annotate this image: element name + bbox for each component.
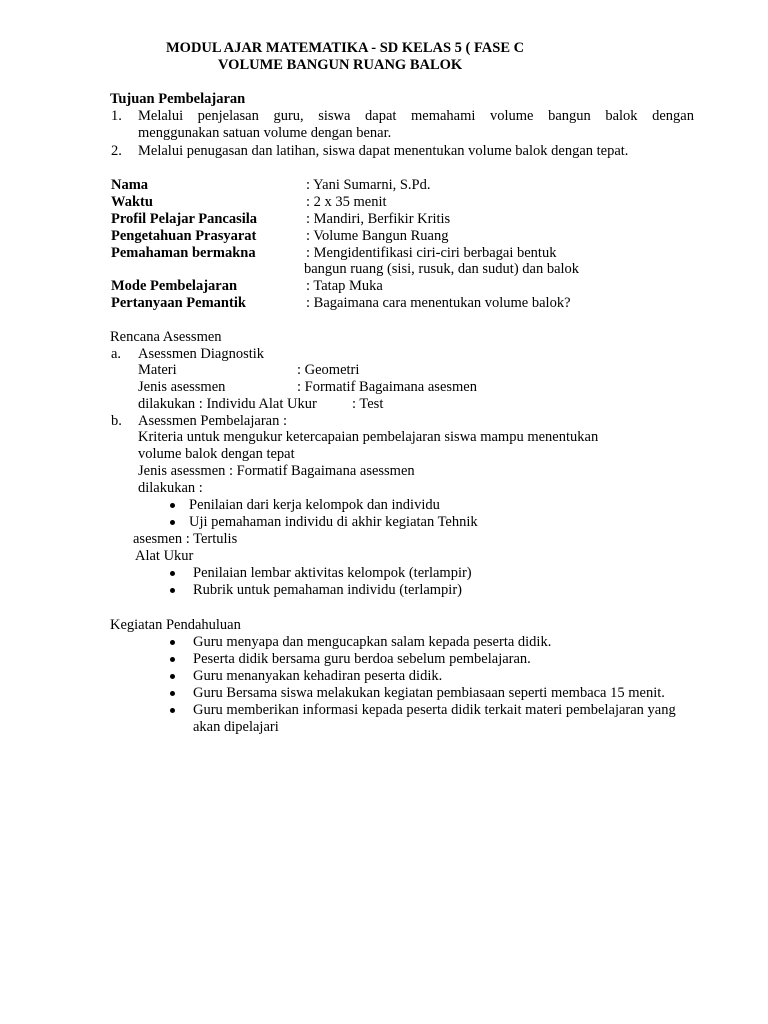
asesmen-a-jenis-label: Jenis asessmen xyxy=(138,379,226,395)
bullet-icon xyxy=(170,708,175,713)
pendahuluan-item-5: Guru memberikan informasi kepada peserta didik terkait materi pembelajaran yang xyxy=(193,702,676,718)
info-value-pemantik: : Bagaimana cara menentukan volume balok? xyxy=(306,295,571,311)
asesmen-b-bullet1-item2: Uji pemahaman individu di akhir kegiatan Tehnik xyxy=(189,514,478,530)
document-title-line2: VOLUME BANGUN RUANG BALOK xyxy=(218,57,463,73)
asesmen-b-kriteria-line1: Kriteria untuk mengukur ketercapaian pembelajaran siswa mampu menentukan xyxy=(138,429,599,445)
info-label-profil: Profil Pelajar Pancasila xyxy=(111,211,258,227)
pendahuluan-heading: Kegiatan Pendahuluan xyxy=(110,617,241,633)
asesmen-a-letter: a. xyxy=(111,346,122,362)
asesmen-b-bullet2-item2: Rubrik untuk pemahaman individu (terlampir) xyxy=(193,582,462,598)
tujuan-item-1-line1: Melalui penjelasan guru, siswa dapat memahami volume bangun balok dengan xyxy=(138,108,694,124)
asesmen-a-materi-value: : Geometri xyxy=(297,362,360,378)
asesmen-b-alat-ukur: Alat Ukur xyxy=(135,548,194,564)
bullet-icon xyxy=(170,520,175,525)
asesmen-a-jenis-value: : Formatif Bagaimana asesmen xyxy=(297,379,477,395)
tujuan-item-2-line1: Melalui penugasan dan latihan, siswa dapat menentukan volume balok dengan tepat. xyxy=(138,143,629,159)
asesmen-b-teknik: asesmen : Tertulis xyxy=(133,531,238,547)
asesmen-heading: Rencana Asessmen xyxy=(110,329,222,345)
info-label-pemahaman: Pemahaman bermakna xyxy=(111,245,256,261)
pendahuluan-item-1: Guru menyapa dan mengucapkan salam kepada peserta didik. xyxy=(193,634,552,650)
bullet-icon xyxy=(170,691,175,696)
pendahuluan-item-3: Guru menanyakan kehadiran peserta didik. xyxy=(193,668,443,684)
info-value-prasyarat: : Volume Bangun Ruang xyxy=(306,228,449,244)
bullet-icon xyxy=(170,674,175,679)
info-value-pemahaman: : Mengidentifikasi ciri-ciri berbagai bentuk xyxy=(306,245,557,261)
asesmen-b-title: Asessmen Pembelajaran : xyxy=(138,413,287,429)
tujuan-item-1-line2: menggunakan satuan volume dengan benar. xyxy=(138,125,392,141)
info-value-mode: : Tatap Muka xyxy=(306,278,383,294)
asesmen-b-bullet2-item1: Penilaian lembar aktivitas kelompok (terlampir) xyxy=(193,565,472,581)
asesmen-b-dilakukan: dilakukan : xyxy=(138,480,203,496)
bullet-icon xyxy=(170,503,175,508)
bullet-icon xyxy=(170,571,175,576)
document-title-line1: MODUL AJAR MATEMATIKA - SD KELAS 5 ( FASE C xyxy=(166,40,525,56)
info-label-pemantik: Pertanyaan Pemantik xyxy=(111,295,246,311)
asesmen-b-kriteria-line2: volume balok dengan tepat xyxy=(138,446,295,462)
info-label-waktu: Waktu xyxy=(111,194,153,210)
info-value-waktu: : 2 x 35 menit xyxy=(306,194,387,210)
pendahuluan-item-5-cont: akan dipelajari xyxy=(193,719,279,735)
pendahuluan-item-2: Peserta didik bersama guru berdoa sebelum pembelajaran. xyxy=(193,651,531,667)
info-value-pemahaman-cont: bangun ruang (sisi, rusuk, dan sudut) dan balok xyxy=(304,261,580,277)
bullet-icon xyxy=(170,588,175,593)
tujuan-item-2-number: 2. xyxy=(111,143,122,159)
asesmen-a-dilakukan: dilakukan : Individu Alat Ukur xyxy=(138,396,317,412)
info-value-nama: : Yani Sumarni, S.Pd. xyxy=(306,177,431,193)
asesmen-b-bullet1-item1: Penilaian dari kerja kelompok dan individu xyxy=(189,497,440,513)
asesmen-a-materi-label: Materi xyxy=(138,362,177,378)
asesmen-a-alat-value: : Test xyxy=(352,396,384,412)
bullet-icon xyxy=(170,640,175,645)
info-label-prasyarat: Pengetahuan Prasyarat xyxy=(111,228,257,244)
tujuan-heading: Tujuan Pembelajaran xyxy=(110,91,246,107)
info-label-nama: Nama xyxy=(111,177,149,193)
tujuan-item-1-number: 1. xyxy=(111,108,122,124)
info-value-profil: : Mandiri, Berfikir Kritis xyxy=(306,211,451,227)
asesmen-a-title: Asessmen Diagnostik xyxy=(138,346,265,362)
asesmen-b-jenis: Jenis asessmen : Formatif Bagaimana asessmen xyxy=(138,463,415,479)
asesmen-b-letter: b. xyxy=(111,413,122,429)
bullet-icon xyxy=(170,657,175,662)
pendahuluan-item-4: Guru Bersama siswa melakukan kegiatan pembiasaan seperti membaca 15 menit. xyxy=(193,685,665,701)
info-label-mode: Mode Pembelajaran xyxy=(111,278,238,294)
